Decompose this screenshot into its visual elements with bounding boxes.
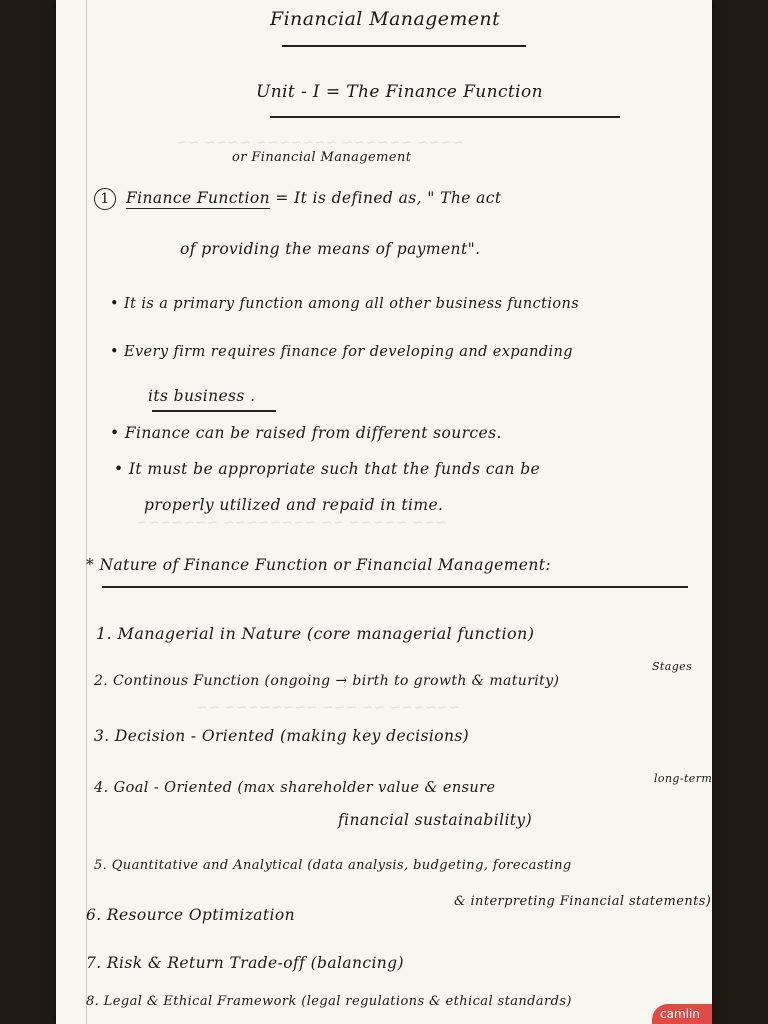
bleed-through-text: ~~~~~~ ~~ ~~~ ~~~~~~~~ ~~ [196, 700, 461, 716]
notebook-brand-stamp: camlin [652, 1004, 712, 1024]
nature-item: 3. Decision - Oriented (making key decisions) [94, 727, 470, 745]
title-underline [282, 45, 526, 47]
notebook-page [56, 0, 712, 1024]
margin-line [86, 0, 87, 1024]
bleed-through-text: ~~~ ~~~~~ ~~ ~~~~~~~~ ~~~~~~~ [136, 515, 448, 531]
item-number-badge: 1 [94, 188, 116, 210]
nature-item: 4. Goal - Oriented (max shareholder value & ensure [94, 780, 496, 796]
nature-item: 6. Resource Optimization [86, 906, 295, 924]
nature-item: & interpreting Financial statements) [454, 894, 712, 909]
definition-line-1 [94, 188, 501, 210]
caret-note: or Financial Management [232, 150, 412, 165]
bullet-line: • It is a primary function among all other business functions [110, 296, 580, 312]
bullet-underline [152, 410, 276, 412]
nature-note: long-term [654, 772, 712, 785]
bleed-through-text: ~~~~ ~~~~~~ ~~~~~~~ ~~~~ ~~ [176, 135, 464, 151]
nature-item: 2. Continous Function (ongoing → birth to growth & maturity) [94, 673, 560, 689]
bullet-line: • Finance can be raised from different sources. [110, 424, 502, 442]
unit-underline [270, 116, 620, 118]
definition-text: = It is defined as, " The act [275, 189, 502, 207]
bullet-line: • It must be appropriate such that the funds can be [114, 460, 541, 478]
nature-heading: * Nature of Finance Function or Financial Management: [86, 556, 552, 574]
definition-line-2: of providing the means of payment". [180, 240, 481, 258]
bullet-line: its business . [148, 387, 256, 405]
nature-item: financial sustainability) [338, 811, 533, 829]
nature-underline [102, 586, 688, 588]
nature-item: 5. Quantitative and Analytical (data analysis, budgeting, forecasting [94, 858, 572, 873]
nature-item: 1. Managerial in Nature (core managerial function) [96, 624, 535, 643]
nature-item: 8. Legal & Ethical Framework (legal regulations & ethical standards) [86, 994, 572, 1009]
nature-note: Stages [652, 660, 693, 673]
page-title: Financial Management [270, 8, 501, 30]
unit-heading: Unit - I = The Finance Function [256, 82, 543, 102]
bullet-line: properly utilized and repaid in time. [144, 496, 444, 514]
bullet-line: • Every firm requires finance for developing and expanding [110, 344, 573, 360]
definition-term: Finance Function [126, 189, 271, 207]
nature-item: 7. Risk & Return Trade-off (balancing) [86, 954, 404, 972]
